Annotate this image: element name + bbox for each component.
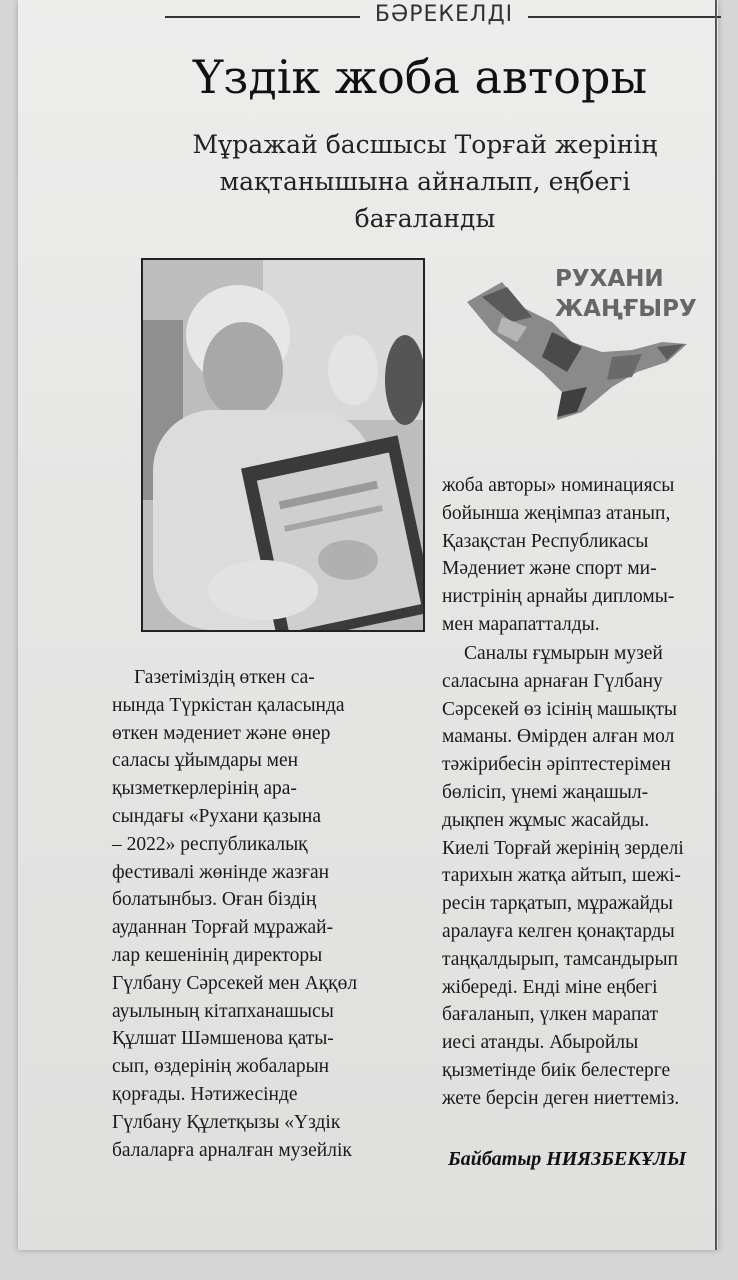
article-subtitle	[150, 126, 700, 237]
text-line: лар кешенінің директоры	[112, 944, 323, 966]
text-line: тәжірибесін әріптестерімен	[442, 754, 671, 776]
header-rule-left	[165, 16, 360, 18]
subtitle-line: Мұражай басшысы Торғай жерінің	[192, 130, 658, 159]
text-line: саласы ұйымдары мен	[112, 750, 299, 772]
text-line: жете берсін деген ниеттеміз.	[442, 1087, 680, 1109]
text-line: тарихын жатқа айтып, шежі-	[442, 865, 681, 887]
subtitle-line: бағаланды	[354, 204, 496, 233]
text-line: сып, өздерінің жобаларын	[112, 1056, 330, 1078]
text-line: ауданнан Торғай мұражай-	[112, 917, 334, 939]
article-photo	[141, 258, 425, 632]
text-line: балаларға арналған музейлік	[112, 1139, 352, 1161]
text-line: Гүлбану Құлетқызы «Үздік	[112, 1111, 341, 1133]
text-line: өткен мәдениет және өнер	[112, 722, 331, 744]
text-line: Қазақстан Республикасы	[442, 530, 649, 552]
text-line: саласына арнаған Гүлбану	[442, 670, 663, 692]
article-title: Үздік жоба авторы	[192, 50, 648, 104]
subtitle-line: мақтанышына айналып, еңбегі	[219, 167, 631, 196]
photo-image	[143, 260, 423, 630]
text-line: ауылының кітапханашысы	[112, 1000, 334, 1022]
logo-text-line: РУХАНИ	[555, 266, 664, 292]
text-column-left	[112, 664, 422, 1164]
text-line: ресін тарқатып, мұражайды	[442, 893, 673, 915]
text-line: Газетіміздің өткен са-	[134, 667, 315, 688]
text-line: маманы. Өмірден алған мол	[442, 726, 675, 748]
text-line: таңқалдырып, тамсандырып	[442, 948, 678, 970]
section-label: БӘРЕКЕЛДІ	[374, 2, 514, 27]
text-line: Киелі Торғай жерінің зерделі	[442, 837, 684, 859]
text-line: қызметінде биік белестерге	[442, 1059, 671, 1081]
text-line: бойынша жеңімпаз атанып,	[442, 502, 671, 524]
header-rule-right	[528, 16, 721, 18]
text-line: Құлшат Шәмшенова қаты-	[112, 1028, 334, 1050]
logo-text-line: ЖАҢҒЫРУ	[555, 296, 697, 322]
text-line: жібереді. Енді міне еңбегі	[442, 976, 658, 998]
logo-text	[555, 264, 697, 324]
text-line: қорғады. Нәтижесінде	[112, 1083, 298, 1105]
text-line: Саналы ғұмырын музей	[464, 643, 663, 664]
text-line: Мәдениет және спорт ми-	[442, 558, 657, 580]
text-line: дықпен жұмыс жасайды.	[442, 809, 650, 831]
text-line: аралауға келген қонақтарды	[442, 920, 675, 942]
text-line: жоба авторы» номинациясы	[442, 475, 675, 496]
text-line: Сәрсекей өз ісінің машықты	[442, 698, 677, 720]
text-line: нында Түркістан қаласында	[112, 694, 345, 716]
text-line: болатынбыз. Оған біздің	[112, 889, 317, 911]
text-line: – 2022» республикалық	[112, 833, 308, 855]
text-column-right-bottom	[442, 640, 717, 1113]
text-line: бағаланып, үлкен марапат	[442, 1004, 659, 1026]
text-line: иесі атанды. Абыройлы	[442, 1032, 639, 1054]
text-line: мен марапатталды.	[442, 613, 600, 635]
text-line: бөлісіп, үнемі жаңашыл-	[442, 781, 649, 803]
text-line: сындағы «Рухани қазына	[112, 805, 322, 827]
text-line: фестивалі жөнінде жазған	[112, 861, 330, 883]
text-column-right-top	[442, 472, 712, 639]
text-line: нистрінің арнайы дипломы-	[442, 586, 675, 608]
text-line: қызметкерлерінің ара-	[112, 778, 297, 800]
text-line: Гүлбану Сәрсекей мен Аққөл	[112, 972, 358, 994]
author-byline: Байбатыр НИЯЗБЕКҰЛЫ	[448, 1148, 687, 1170]
